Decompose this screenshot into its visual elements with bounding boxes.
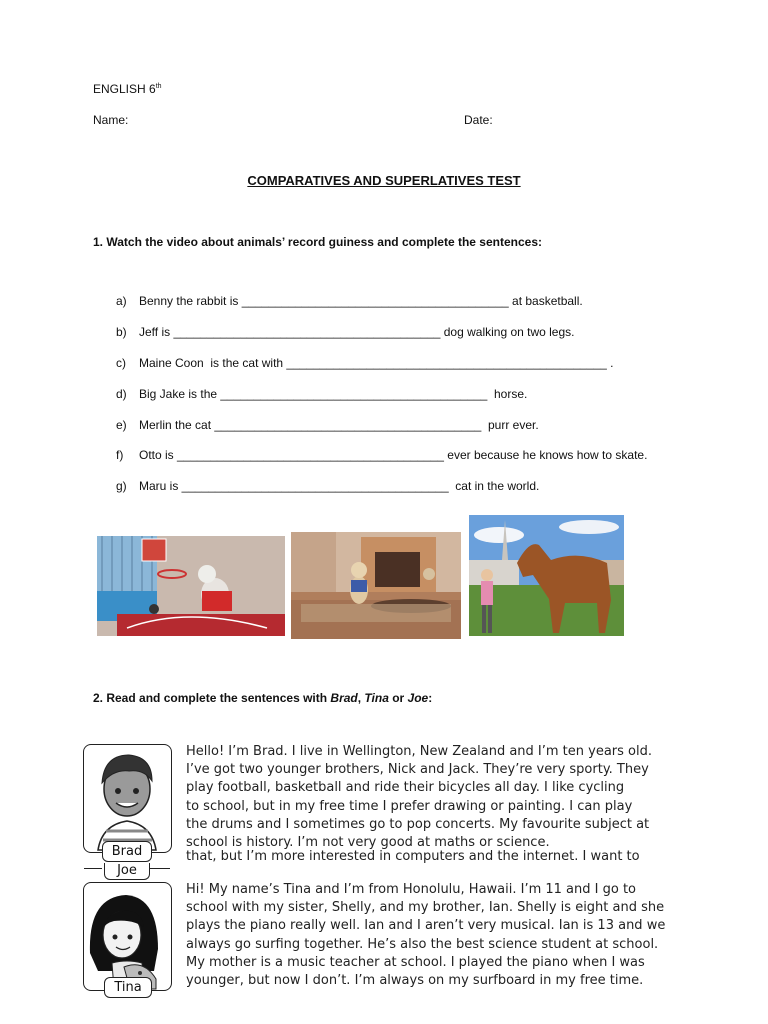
prompt-text: 2. Read and complete the sentences with — [93, 691, 331, 705]
prompt-name: Tina — [364, 691, 389, 705]
joe-card-edge — [150, 868, 170, 869]
item-text: Otto is ________________________________________ ever because he knows how to skate. — [139, 448, 648, 462]
item-text: Maru is ________________________________________ cat in the world. — [139, 479, 540, 493]
dog-basketball-photo — [97, 536, 285, 636]
joe-reading-text: that, but I’m more interested in computers and the internet. I want to — [186, 849, 640, 864]
item-text: Big Jake is the ________________________________________ horse. — [139, 387, 528, 401]
item-letter: f) — [116, 448, 124, 462]
brad-reading-text: Hello! I’m Brad. I live in Wellington, New Zealand and I’m ten years old. I’ve got two younger brothers, Nick and Jack. They’re very sporty. They play football, basketball and ride their bicycles all day. I like cycling to school, but in my free time I prefer drawing or painting. I can play the drums and I sometimes go to pop concerts. My favourite subject at school is history. I’m not very good at maths or science. — [186, 744, 653, 851]
brad-portrait — [84, 745, 171, 852]
sentence-f — [116, 448, 716, 464]
prompt-text: : — [428, 691, 433, 705]
brad-portrait-card — [83, 744, 172, 853]
sentence-a — [116, 294, 716, 310]
tina-name-tag: Tina — [104, 977, 152, 998]
sentence-b — [116, 325, 716, 341]
big-horse-photo — [469, 515, 624, 636]
sentence-c — [116, 356, 716, 372]
prompt-name: Brad — [330, 691, 358, 705]
item-letter: b) — [116, 325, 127, 339]
item-letter: g) — [116, 479, 127, 493]
item-letter: a) — [116, 294, 127, 308]
tina-reading-text: Hi! My name’s Tina and I’m from Honolulu, Hawaii. I’m 11 and I go to school with my sister, Shelly, and my brother, Ian. Shelly is eight and she plays the piano really well. Ian and I aren’t very musical. Ian is 13 and we always go surfing together. He’s also the best science student at school. My mother is a music teacher at school. I played the piano when I was younger, but now I don’t. I’m always on my surfboard in my free time. — [186, 882, 666, 989]
question-2-prompt — [93, 691, 432, 705]
tina-portrait — [84, 883, 171, 990]
joe-name-tag: Joe — [104, 863, 150, 880]
tina-portrait-card — [83, 882, 172, 991]
joe-card-edge — [84, 868, 102, 869]
sentence-d — [116, 387, 716, 403]
dog-walking-photo — [291, 532, 461, 639]
question-1-prompt: 1. Watch the video about animals’ record guiness and complete the sentences: — [93, 235, 543, 249]
date-label: Date: — [464, 113, 493, 127]
item-letter: d) — [116, 387, 127, 401]
sentence-g — [116, 479, 716, 495]
item-letter: e) — [116, 418, 127, 432]
item-text: Merlin the cat ________________________________________ purr ever. — [139, 418, 539, 432]
item-letter: c) — [116, 356, 126, 370]
prompt-name: Joe — [407, 691, 429, 705]
brad-name-tag: Brad — [102, 841, 152, 862]
prompt-sep: , — [357, 691, 365, 705]
page-title: COMPARATIVES AND SUPERLATIVES TEST — [247, 173, 521, 188]
joe-reading-cutoff — [186, 849, 656, 866]
subject-label: ENGLISH 6th — [93, 82, 162, 96]
item-text: Jeff is ________________________________________ dog walking on two legs. — [139, 325, 575, 339]
item-text: Maine Coon is the cat with ________________________________________________ . — [139, 356, 614, 370]
prompt-sep: or — [388, 691, 408, 705]
sentence-e — [116, 418, 716, 434]
item-text: Benny the rabbit is ________________________________________ at basketball. — [139, 294, 583, 308]
name-label: Name: — [93, 113, 129, 127]
